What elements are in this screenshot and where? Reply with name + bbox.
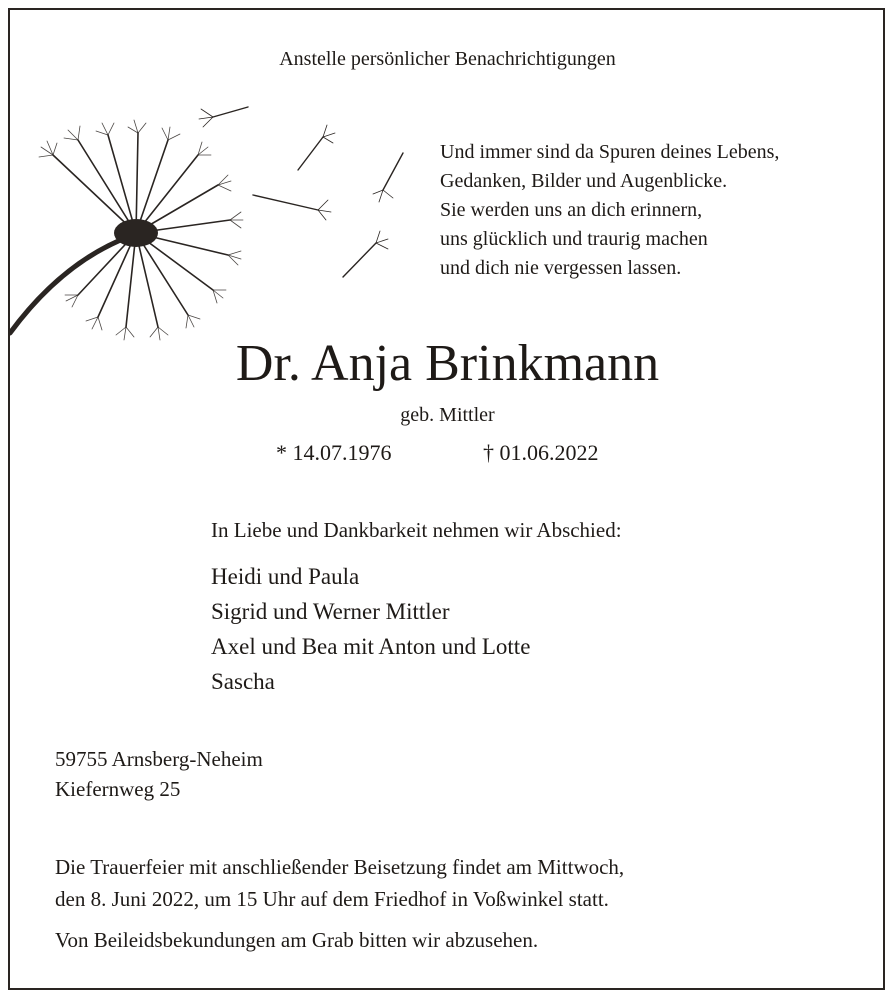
maiden-name: geb. Mittler	[400, 404, 495, 426]
poem-line: uns glücklich und traurig machen	[440, 228, 708, 250]
mourner: Sascha	[211, 669, 275, 694]
service-line: den 8. Juni 2022, um 15 Uhr auf dem Friedhof in Voßwinkel statt.	[55, 887, 609, 911]
mourner: Axel und Bea mit Anton und Lotte	[211, 634, 531, 659]
death-date: † 01.06.2022	[483, 440, 599, 465]
service-info	[55, 851, 624, 915]
poem-line: Sie werden uns an dich erinnern,	[440, 199, 703, 221]
poem	[440, 138, 779, 283]
poem-line: Und immer sind da Spuren deines Lebens,	[440, 141, 780, 163]
birth-date: * 14.07.1976	[276, 440, 392, 465]
mourner: Heidi und Paula	[211, 564, 360, 589]
deceased-name: Dr. Anja Brinkmann	[235, 335, 660, 392]
mourners-list	[211, 559, 530, 699]
dandelion-icon	[8, 95, 408, 345]
header-text: Anstelle persönlicher Benachrichtigungen	[279, 48, 616, 70]
condolence-note: Von Beileidsbekundungen am Grab bitten wir abzusehen.	[55, 928, 539, 952]
mourner: Sigrid und Werner Mittler	[211, 599, 450, 624]
service-line: Die Trauerfeier mit anschließender Beisetzung findet am Mittwoch,	[55, 855, 625, 879]
poem-line: Gedanken, Bilder und Augenblicke.	[440, 170, 728, 192]
farewell-text: In Liebe und Dankbarkeit nehmen wir Abschied:	[211, 518, 622, 542]
address-line: Kiefernweg 25	[55, 777, 181, 801]
address-line: 59755 Arnsberg-Neheim	[55, 747, 263, 771]
poem-line: und dich nie vergessen lassen.	[440, 257, 682, 279]
address	[55, 744, 263, 804]
